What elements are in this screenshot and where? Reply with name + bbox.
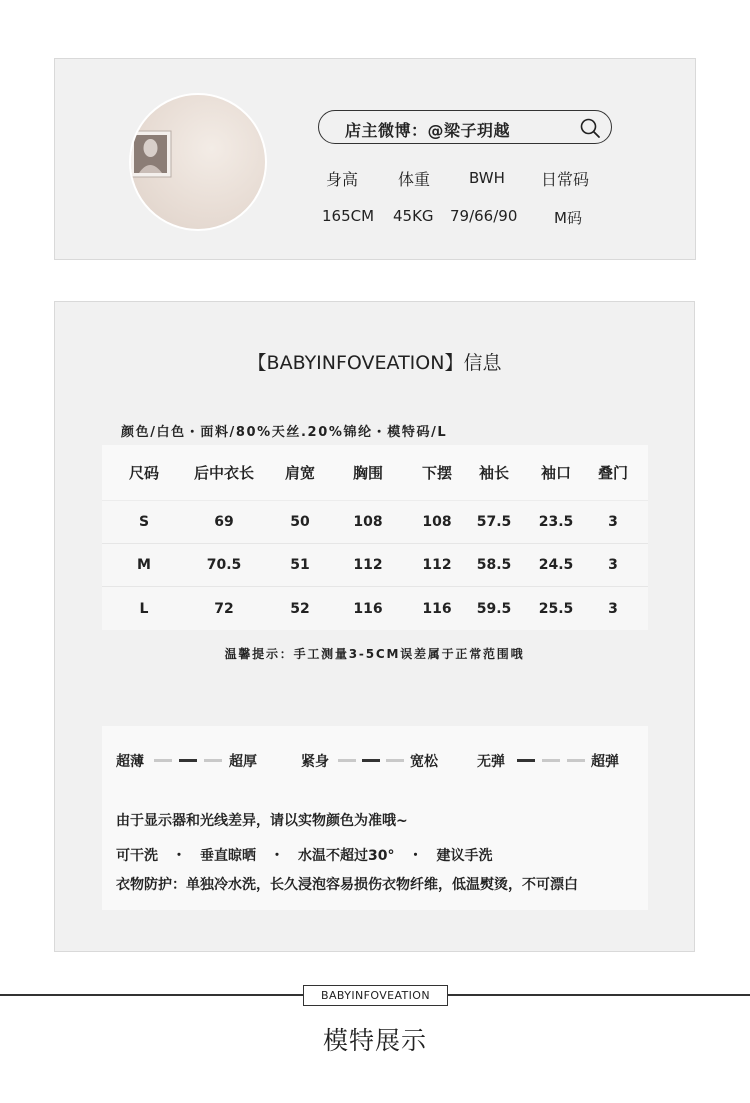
header-cell: 叠门: [597, 464, 628, 482]
table-cell: 59.5: [476, 600, 512, 617]
weibo-handle: 店主微博：@梁子玥越: [345, 121, 511, 140]
table-cell: 57.5: [476, 514, 512, 530]
table-cell: 50: [290, 514, 310, 530]
daily-size-value: M码: [554, 209, 582, 227]
header-cell: 尺码: [128, 464, 159, 482]
table-cell: 108: [353, 514, 383, 530]
height-label: 身高: [326, 170, 359, 189]
scale-segment: [179, 759, 197, 762]
table-cell: 3: [608, 557, 618, 573]
header-cell: 肩宽: [284, 464, 315, 482]
size-table: [102, 445, 648, 630]
table-cell: 58.5: [476, 557, 512, 573]
measurement-tip: 温馨提示：手工测量3-5CM误差属于正常范围哦: [224, 647, 525, 661]
scale-segment: [154, 759, 172, 762]
table-cell: 112: [422, 557, 452, 573]
table-cell: 51: [290, 557, 310, 573]
table-cell: S: [138, 514, 150, 530]
scale-left-label: 紧身: [301, 754, 329, 770]
table-cell: 108: [422, 514, 452, 530]
header-cell: 下摆: [421, 464, 452, 482]
bwh-value: 79/66/90: [450, 207, 518, 225]
table-cell: 69: [214, 514, 234, 530]
model-card: [54, 58, 696, 260]
daily-size-label: 日常码: [541, 170, 590, 189]
height-value: 165CM: [322, 207, 375, 225]
feel-box: [102, 726, 648, 910]
stretch-scale: [477, 751, 637, 769]
table-row: [102, 587, 648, 630]
color-notice: 由于显示器和光线差异，请以实物颜色为准哦~: [116, 813, 408, 829]
scale-left-label: 超薄: [116, 754, 144, 770]
header-cell: 袖长: [478, 464, 509, 482]
wash-instructions: 可干洗 ・ 垂直晾晒 ・ 水温不超过30° ・ 建议手洗: [116, 848, 493, 864]
header-cell: 胸围: [352, 464, 383, 482]
table-cell: M: [137, 557, 151, 573]
table-cell: 3: [608, 600, 618, 617]
scale-right-label: 宽松: [410, 754, 438, 770]
table-cell: 70.5: [206, 557, 242, 573]
scale-segment: [386, 759, 404, 762]
care-instructions: 衣物防护：单独冷水洗，长久浸泡容易损伤衣物纤维，低温熨烫，不可漂白: [116, 877, 578, 893]
table-row: [102, 501, 648, 544]
header-cell: 袖口: [540, 464, 571, 482]
thickness-scale: [116, 751, 266, 769]
search-icon[interactable]: [579, 117, 601, 143]
bwh-label: BWH: [469, 169, 505, 187]
weibo-search-box[interactable]: [318, 110, 612, 144]
table-cell: 112: [353, 557, 383, 573]
table-cell: 25.5: [538, 600, 574, 617]
info-title: 【BABYINFOVEATION】信息: [247, 352, 502, 374]
model-avatar: [129, 93, 267, 231]
table-cell: 116: [353, 600, 383, 617]
scale-right-label: 超弹: [591, 754, 619, 770]
scale-right-label: 超厚: [229, 754, 257, 770]
table-cell: 24.5: [538, 557, 574, 573]
scale-segment: [567, 759, 585, 762]
info-card: [54, 301, 695, 952]
footer-brand-label: BABYINFOVEATION: [303, 985, 448, 1006]
header-cell: 后中衣长: [193, 464, 254, 482]
scale-segment: [338, 759, 356, 762]
table-header: [102, 445, 648, 501]
table-cell: L: [139, 600, 149, 617]
table-cell: 116: [422, 600, 452, 617]
mannequin-photo: [131, 95, 267, 231]
table-cell: 3: [608, 514, 618, 530]
table-cell: 23.5: [538, 514, 574, 530]
fabric-line: 颜色/白色・面料/80%天丝.20%锦纶・模特码/L: [121, 425, 448, 440]
scale-segment: [517, 759, 535, 762]
weight-value: 45KG: [393, 207, 434, 225]
table-cell: 52: [290, 600, 310, 617]
weight-label: 体重: [398, 170, 431, 189]
fit-scale: [301, 751, 451, 769]
scale-segment: [542, 759, 560, 762]
table-row: [102, 544, 648, 587]
scale-left-label: 无弹: [477, 754, 505, 770]
scale-segment: [204, 759, 222, 762]
table-cell: 72: [214, 600, 234, 617]
scale-segment: [362, 759, 380, 762]
footer-section-title: 模特展示: [322, 1026, 427, 1055]
